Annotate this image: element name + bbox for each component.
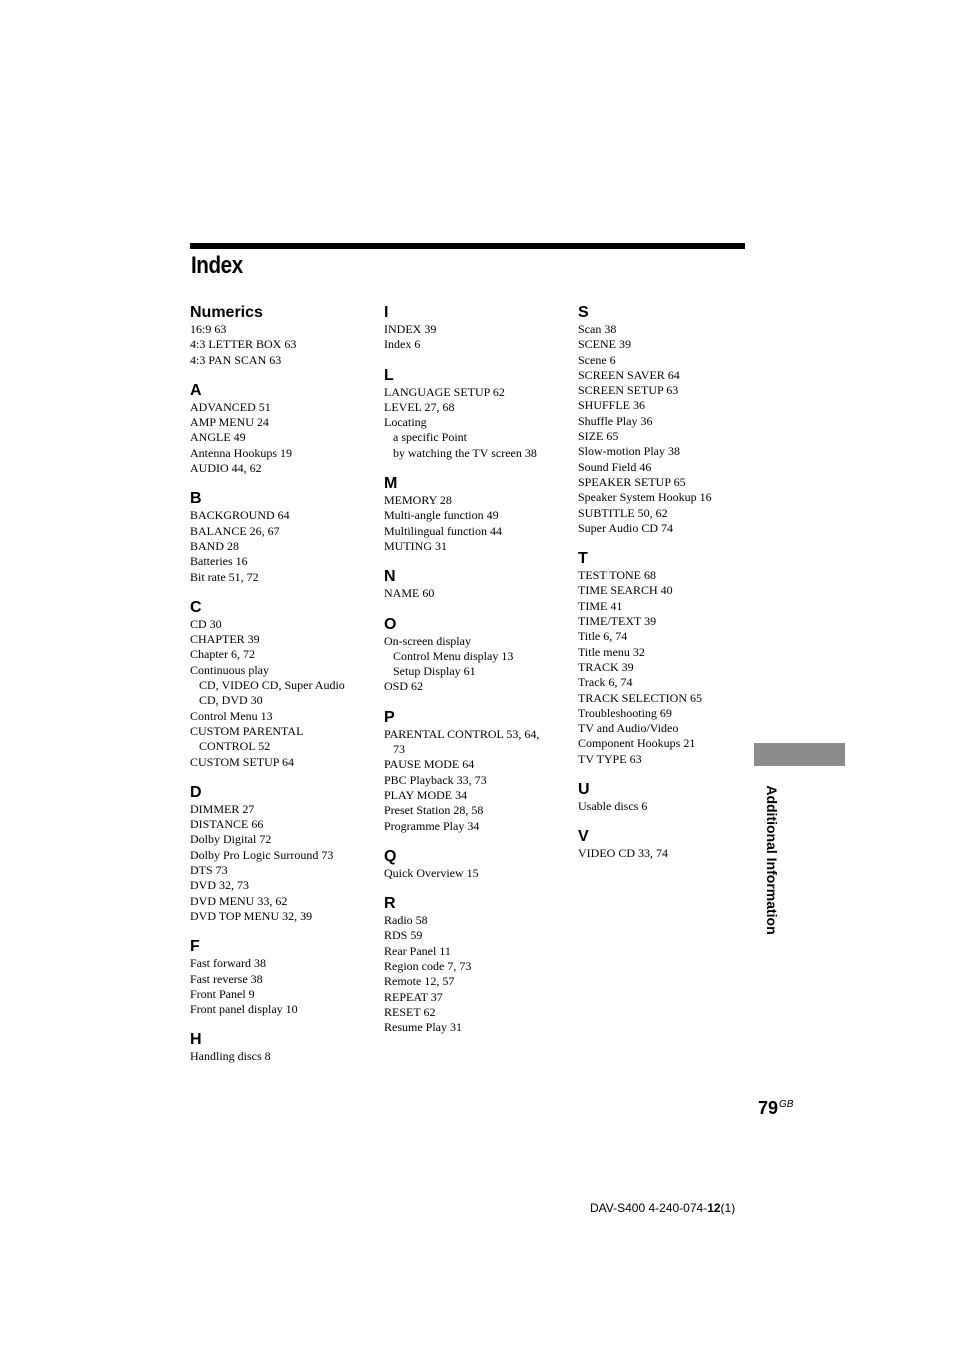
page-number-suffix: GB [779, 1099, 794, 1110]
index-entry: 16:9 63 [190, 322, 227, 336]
index-entry: TEST TONE 68 [578, 568, 657, 583]
index-entry: LEVEL 27, 68 [384, 399, 455, 414]
section-label: Additional Information [764, 785, 780, 935]
index-entry: Locating [384, 415, 427, 430]
index-entry: Remote 12, 57 [384, 974, 455, 989]
index-column-2 [384, 303, 569, 1049]
index-section [190, 1030, 375, 1064]
index-entry: Batteries 16 [190, 554, 248, 569]
index-entry: ADVANCED 51 [190, 399, 271, 414]
index-section [384, 567, 569, 601]
index-entry: ANGLE 49 [190, 430, 246, 445]
index-entry: TIME/TEXT 39 [578, 614, 657, 629]
index-entry: 4:3 LETTER BOX 63 [190, 337, 297, 352]
index-entry: Multi-angle function 49 [384, 508, 499, 523]
index-entry: CHAPTER 39 [190, 632, 260, 647]
index-entry: CUSTOM PARENTAL [190, 723, 304, 738]
index-entry: Component Hookups 21 [578, 736, 696, 751]
index-subentry: by watching the TV screen 38 [393, 445, 537, 460]
section-heading: A [190, 381, 202, 399]
index-entry: DVD 32, 73 [190, 878, 249, 893]
index-entry: Front Panel 9 [190, 986, 255, 1001]
index-entry: Title 6, 74 [578, 629, 628, 644]
section-heading: T [578, 550, 588, 568]
index-entry: 4:3 PAN SCAN 63 [190, 352, 282, 367]
section-heading: I [384, 304, 389, 321]
section-heading: B [190, 490, 202, 508]
index-entry: PBC Playback 33, 73 [384, 772, 487, 787]
index-entry: Speaker System Hookup 16 [578, 490, 712, 505]
index-entry: Fast reverse 38 [190, 971, 263, 986]
index-entry: REPEAT 37 [384, 989, 443, 1004]
index-entry: Antenna Hookups 19 [190, 445, 292, 460]
index-section [190, 783, 375, 924]
index-entry: Troubleshooting 69 [578, 705, 672, 720]
section-heading: Q [384, 847, 397, 865]
section-tab [754, 743, 845, 766]
index-section [384, 366, 569, 461]
index-entry: Radio 58 [384, 913, 428, 928]
section-heading: O [384, 615, 397, 633]
index-entry: Chapter 6, 72 [190, 647, 255, 662]
index-column-3 [578, 303, 763, 875]
section-heading: P [384, 708, 395, 726]
index-entry: Region code 7, 73 [384, 959, 472, 974]
section-heading: Numerics [190, 304, 263, 321]
footer-prefix: DAV-S400 4-240-074- [590, 1201, 708, 1215]
index-entry: MUTING 31 [384, 538, 447, 553]
section-heading: R [384, 895, 396, 913]
section-heading: S [578, 304, 589, 321]
index-entry: Continuous play [190, 662, 270, 677]
index-entry: Programme Play 34 [384, 818, 480, 833]
index-section [384, 708, 569, 834]
index-entry: SCENE 39 [578, 337, 632, 352]
index-section [190, 381, 375, 476]
page-number [758, 1098, 793, 1119]
index-entry: AMP MENU 24 [190, 415, 269, 430]
index-entry: Shuffle Play 36 [578, 413, 653, 428]
section-heading: D [190, 783, 202, 801]
index-entry: Track 6, 74 [578, 675, 633, 690]
index-entry: BALANCE 26, 67 [190, 523, 280, 538]
index-subentry: CD, VIDEO CD, Super Audio [199, 678, 345, 693]
section-heading: V [578, 828, 589, 846]
index-subentry: CONTROL 52 [199, 739, 271, 754]
section-heading: F [190, 938, 200, 956]
index-section [578, 303, 763, 536]
index-entry: Title menu 32 [578, 644, 645, 659]
index-subentry: Control Menu display 13 [393, 648, 514, 663]
index-entry: Resume Play 31 [384, 1020, 462, 1035]
index-entry: Usable discs 6 [578, 799, 648, 814]
index-entry: AUDIO 44, 62 [190, 461, 262, 476]
index-section [384, 615, 569, 695]
index-entry: DTS 73 [190, 863, 228, 878]
index-entry: LANGUAGE SETUP 62 [384, 384, 505, 399]
index-entry: TRACK SELECTION 65 [578, 690, 702, 705]
index-entry: NAME 60 [384, 586, 435, 601]
index-entry: CD 30 [190, 616, 222, 631]
index-entry: Fast forward 38 [190, 956, 266, 971]
index-entry: SPEAKER SETUP 65 [578, 474, 686, 489]
index-entry: Sound Field 46 [578, 459, 652, 474]
index-entry: Bit rate 51, 72 [190, 569, 259, 584]
section-heading: U [578, 781, 590, 799]
section-heading: C [190, 598, 202, 616]
index-entry: DVD TOP MENU 32, 39 [190, 908, 313, 923]
index-entry: SCREEN SAVER 64 [578, 367, 680, 382]
index-entry: Handling discs 8 [190, 1049, 271, 1064]
index-entry: DVD MENU 33, 62 [190, 893, 288, 908]
index-section [384, 303, 569, 353]
index-entry: Preset Station 28, 58 [384, 803, 484, 818]
index-section [384, 894, 569, 1035]
section-heading: M [384, 475, 398, 493]
index-subentry: Setup Display 61 [393, 664, 476, 679]
index-section [190, 598, 375, 770]
index-section [190, 937, 375, 1017]
index-subentry: 73 [393, 742, 405, 757]
index-entry: Rear Panel 11 [384, 943, 451, 958]
section-heading: N [384, 568, 396, 586]
footer-bold: 12 [707, 1201, 721, 1215]
page-title: Index [191, 252, 243, 279]
index-entry: VIDEO CD 33, 74 [578, 846, 668, 861]
index-entry: PLAY MODE 34 [384, 787, 468, 802]
index-section [384, 474, 569, 554]
index-section [384, 847, 569, 881]
footer-model-code [590, 1201, 735, 1215]
index-entry: On-screen display [384, 633, 471, 648]
index-entry: INDEX 39 [384, 322, 437, 336]
index-section [190, 489, 375, 584]
index-entry: SUBTITLE 50, 62 [578, 505, 668, 520]
index-entry: Super Audio CD 74 [578, 520, 674, 535]
index-entry: Control Menu 13 [190, 708, 273, 723]
index-section [578, 549, 763, 767]
index-subentry: a specific Point [393, 430, 467, 445]
index-entry: TV TYPE 63 [578, 751, 642, 766]
index-entry: Slow-motion Play 38 [578, 444, 681, 459]
index-column-1 [190, 303, 375, 1078]
index-entry: SCREEN SETUP 63 [578, 383, 679, 398]
index-entry: TIME SEARCH 40 [578, 583, 673, 598]
index-entry: MEMORY 28 [384, 493, 452, 508]
index-entry: Scan 38 [578, 322, 617, 336]
section-heading: H [190, 1031, 202, 1049]
index-entry: PARENTAL CONTROL 53, 64, [384, 726, 540, 741]
index-entry: TIME 41 [578, 598, 623, 613]
index-section [578, 827, 763, 861]
index-subentry: CD, DVD 30 [199, 693, 263, 708]
index-entry: DIMMER 27 [190, 801, 255, 816]
index-entry: OSD 62 [384, 679, 424, 694]
index-entry: SHUFFLE 36 [578, 398, 646, 413]
page-number-value: 79 [758, 1098, 779, 1118]
index-entry: Dolby Digital 72 [190, 832, 272, 847]
index-entry: BACKGROUND 64 [190, 508, 290, 523]
index-entry: Multilingual function 44 [384, 523, 502, 538]
index-entry: TRACK 39 [578, 659, 634, 674]
index-section [578, 780, 763, 814]
index-entry: CUSTOM SETUP 64 [190, 754, 295, 769]
footer-suffix: (1) [720, 1201, 736, 1215]
index-entry: Dolby Pro Logic Surround 73 [190, 847, 334, 862]
index-entry: RDS 59 [384, 928, 423, 943]
section-heading: L [384, 366, 394, 384]
index-entry: Front panel display 10 [190, 1002, 298, 1017]
index-entry: PAUSE MODE 64 [384, 757, 475, 772]
title-rule [190, 243, 745, 249]
index-entry: BAND 28 [190, 538, 240, 553]
index-entry: Scene 6 [578, 352, 616, 367]
index-entry: DISTANCE 66 [190, 817, 264, 832]
index-entry: TV and Audio/Video [578, 721, 679, 736]
index-entry: SIZE 65 [578, 429, 619, 444]
index-entry: RESET 62 [384, 1004, 436, 1019]
index-section [190, 303, 375, 368]
index-entry: Quick Overview 15 [384, 865, 479, 880]
index-entry: Index 6 [384, 337, 421, 352]
